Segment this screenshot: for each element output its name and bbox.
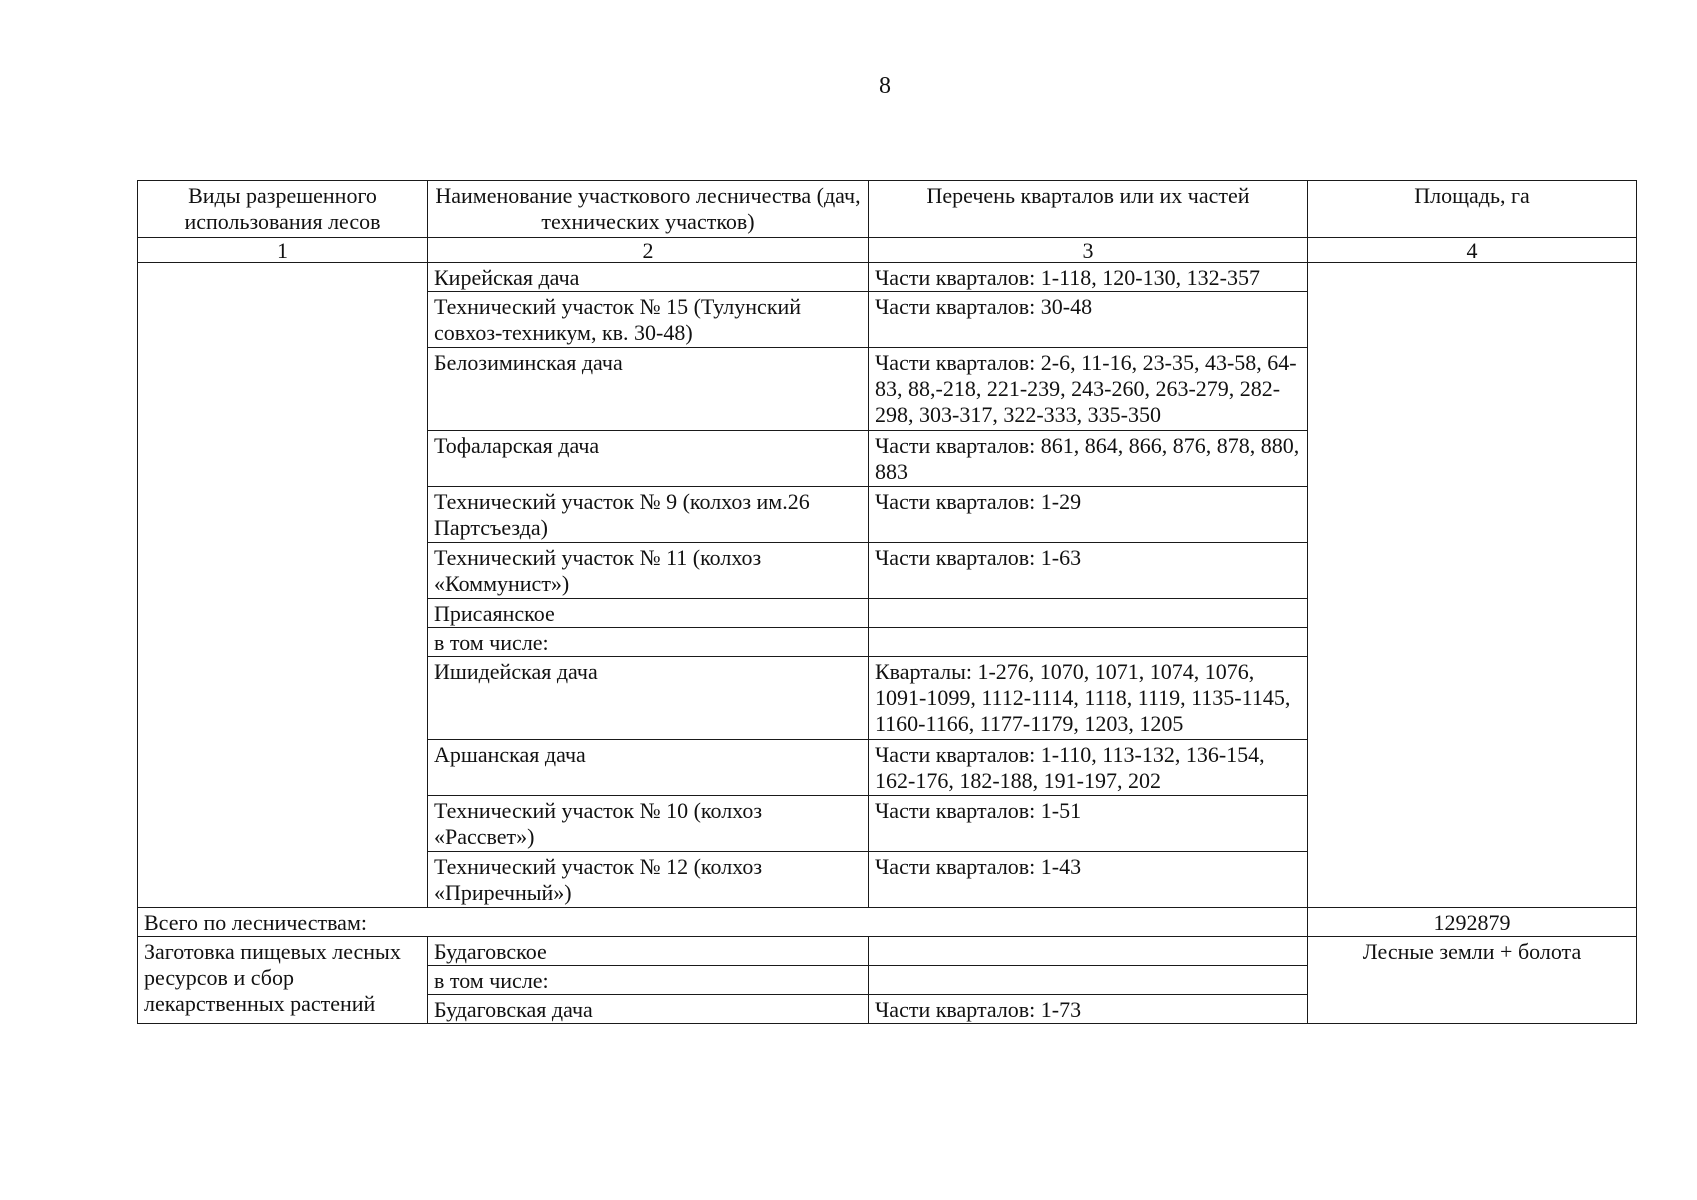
forestry-name-cell: Тофаларская дача [428,431,869,487]
header-use-type: Виды разрешенного использования лесов [138,181,428,238]
forestry-name-cell: Технический участок № 15 (Тулунский совхоз-техникум, кв. 30-48) [428,292,869,348]
quarters-cell: Части кварталов: 1-110, 113-132, 136-154, 162-176, 182-188, 191-197, 202 [869,740,1308,796]
forest-use-table [137,180,1637,1024]
forestry-name-cell: Технический участок № 12 (колхоз «Приречный») [428,852,869,908]
quarters-cell: Кварталы: 1-276, 1070, 1071, 1074, 1076, 1091-1099, 1112-1114, 1118, 1119, 1135-1145, 1160-1166, 1177-1179, 1203, 1205 [869,657,1308,740]
total-row [138,908,1637,937]
quarters-cell: Части кварталов: 1-43 [869,852,1308,908]
quarters-cell: Части кварталов: 1-63 [869,543,1308,599]
forestry-name-cell: Аршанская дача [428,740,869,796]
page-number: 8 [879,73,891,99]
forestry-name-cell: в том числе: [428,966,869,995]
forestry-name-cell: Будаговская дача [428,995,869,1024]
quarters-cell: Части кварталов: 1-73 [869,995,1308,1024]
table-row [138,937,1637,966]
table-header-row [138,181,1637,238]
quarters-cell: Части кварталов: 1-29 [869,487,1308,543]
quarters-cell [869,966,1308,995]
quarters-cell [869,937,1308,966]
forestry-name-cell: Будаговское [428,937,869,966]
column-number: 1 [138,238,428,263]
use-type-cell-empty [138,263,428,908]
forestry-name-cell: Присаянское [428,599,869,628]
forestry-name-cell: Технический участок № 10 (колхоз «Рассвет») [428,796,869,852]
table-row [138,263,1637,292]
quarters-cell: Части кварталов: 30-48 [869,292,1308,348]
column-number: 2 [428,238,869,263]
quarters-cell: Части кварталов: 1-118, 120-130, 132-357 [869,263,1308,292]
forestry-name-cell: Технический участок № 9 (колхоз им.26 Партсъезда) [428,487,869,543]
header-quarters-list: Перечень кварталов или их частей [869,181,1308,238]
column-number-row [138,238,1637,263]
quarters-cell [869,599,1308,628]
quarters-cell: Части кварталов: 1-51 [869,796,1308,852]
quarters-cell [869,628,1308,657]
header-area: Площадь, га [1308,181,1637,238]
forestry-name-cell: Кирейская дача [428,263,869,292]
quarters-cell: Части кварталов: 861, 864, 866, 876, 878, 880, 883 [869,431,1308,487]
forestry-name-cell: Белозиминская дача [428,348,869,431]
forestry-name-cell: Ишидейская дача [428,657,869,740]
column-number: 4 [1308,238,1637,263]
area-cell: Лесные земли + болота [1308,937,1637,1024]
header-forestry-name: Наименование участкового лесничества (дач, технических участков) [428,181,869,238]
forestry-name-cell: в том числе: [428,628,869,657]
use-type-cell: Заготовка пищевых лесных ресурсов и сбор лекарственных растений [138,937,428,1024]
total-area: 1292879 [1308,908,1637,937]
total-label: Всего по лесничествам: [138,908,1308,937]
area-cell-empty [1308,263,1637,908]
quarters-cell: Части кварталов: 2-6, 11-16, 23-35, 43-58, 64-83, 88,-218, 221-239, 243-260, 263-279, 282-298, 303-317, 322-333, 335-350 [869,348,1308,431]
column-number: 3 [869,238,1308,263]
forestry-name-cell: Технический участок № 11 (колхоз «Коммунист») [428,543,869,599]
